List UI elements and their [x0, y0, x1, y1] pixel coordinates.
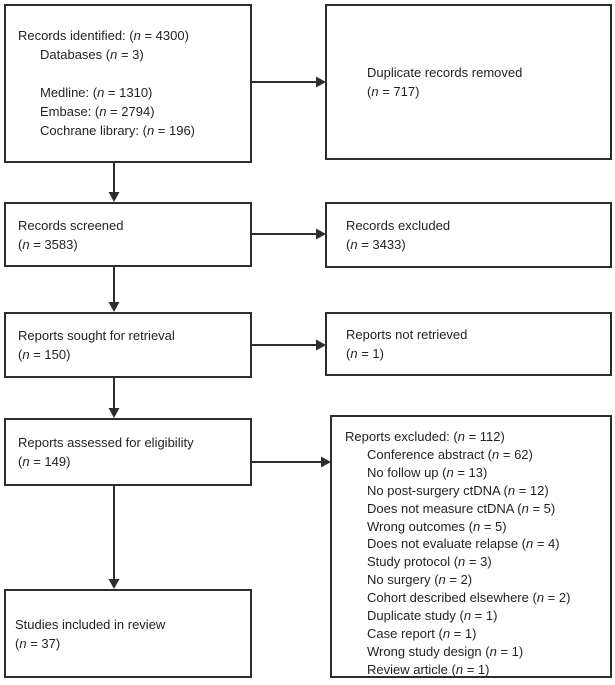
duplicates-removed-label: Duplicate records removed: [367, 65, 523, 80]
records-identified-box: [4, 4, 252, 163]
records-excluded-box: [325, 202, 612, 268]
records-screened-count: (n = 3583): [18, 236, 78, 252]
reports-sought-box: [4, 312, 252, 378]
records-excluded-count: (n = 3433): [346, 237, 406, 252]
arrow-identified-to-screened: [109, 163, 120, 202]
reports-sought-label: Reports sought for retrieval: [18, 328, 175, 343]
excluded-case-report: Case report (n = 1): [367, 625, 477, 641]
reports-excluded-total: Reports excluded: (n = 112): [345, 429, 505, 444]
arrow-sought-to-assessed: [109, 378, 120, 418]
medline-count: Medline: (n = 1310): [40, 85, 153, 100]
excluded-wrong-study-design: Wrong study design (n = 1): [367, 643, 524, 659]
excluded-duplicate-study: Duplicate study (n = 1): [367, 608, 498, 624]
arrow-screened-to-excluded: [252, 229, 326, 240]
arrow-sought-to-not-retrieved: [252, 340, 326, 351]
databases-count: Databases (n = 3): [40, 47, 144, 62]
embase-count: Embase: (n = 2794): [40, 104, 155, 119]
excluded-review-article: Review article (n = 1): [367, 661, 490, 677]
reports-not-retrieved-count: (n = 1): [346, 346, 384, 361]
records-screened-label: Records screened: [18, 217, 124, 233]
cochrane-count: Cochrane library: (n = 196): [40, 123, 196, 138]
arrow-screened-to-sought: [109, 267, 120, 312]
reports-assessed-box: [4, 418, 252, 486]
records-excluded-label: Records excluded: [346, 218, 451, 233]
spacer-line: [18, 64, 246, 83]
studies-included-label: Studies included in review: [15, 616, 166, 632]
excluded-conference-abstract: Conference abstract (n = 62): [367, 446, 533, 462]
excluded-wrong-outcomes: Wrong outcomes (n = 5): [367, 518, 507, 534]
reports-assessed-count: (n = 149): [18, 454, 71, 469]
reports-not-retrieved-box: [325, 312, 612, 376]
excluded-does-not-evaluate-relapse: Does not evaluate relapse (n = 4): [367, 536, 560, 552]
arrow-assessed-to-reports-excluded: [252, 457, 331, 468]
excluded-does-not-measure-ctdna: Does not measure ctDNA (n = 5): [367, 500, 556, 516]
reports-assessed-label: Reports assessed for eligibility: [18, 435, 194, 450]
excluded-no-post-surgery-ctdna: No post-surgery ctDNA (n = 12): [367, 482, 549, 498]
reports-excluded-box: [330, 415, 612, 678]
studies-included-count: (n = 37): [15, 635, 61, 651]
duplicates-removed-count: (n = 717): [367, 84, 420, 99]
arrow-identified-to-duplicates: [252, 77, 326, 88]
records-screened-box: [4, 202, 252, 267]
excluded-no-follow-up: No follow up (n = 13): [367, 464, 488, 480]
excluded-study-protocol: Study protocol (n = 3): [367, 554, 492, 570]
excluded-cohort-described-elsewhere: Cohort described elsewhere (n = 2): [367, 590, 571, 606]
records-identified-total: Records identified: (n = 4300): [18, 28, 189, 43]
excluded-no-surgery: No surgery (n = 2): [367, 572, 473, 588]
arrow-assessed-to-included: [109, 486, 120, 589]
reports-not-retrieved-label: Reports not retrieved: [346, 327, 468, 342]
reports-sought-count: (n = 150): [18, 347, 71, 362]
studies-included-box: [4, 589, 252, 678]
duplicate-records-removed-box: [325, 4, 612, 160]
